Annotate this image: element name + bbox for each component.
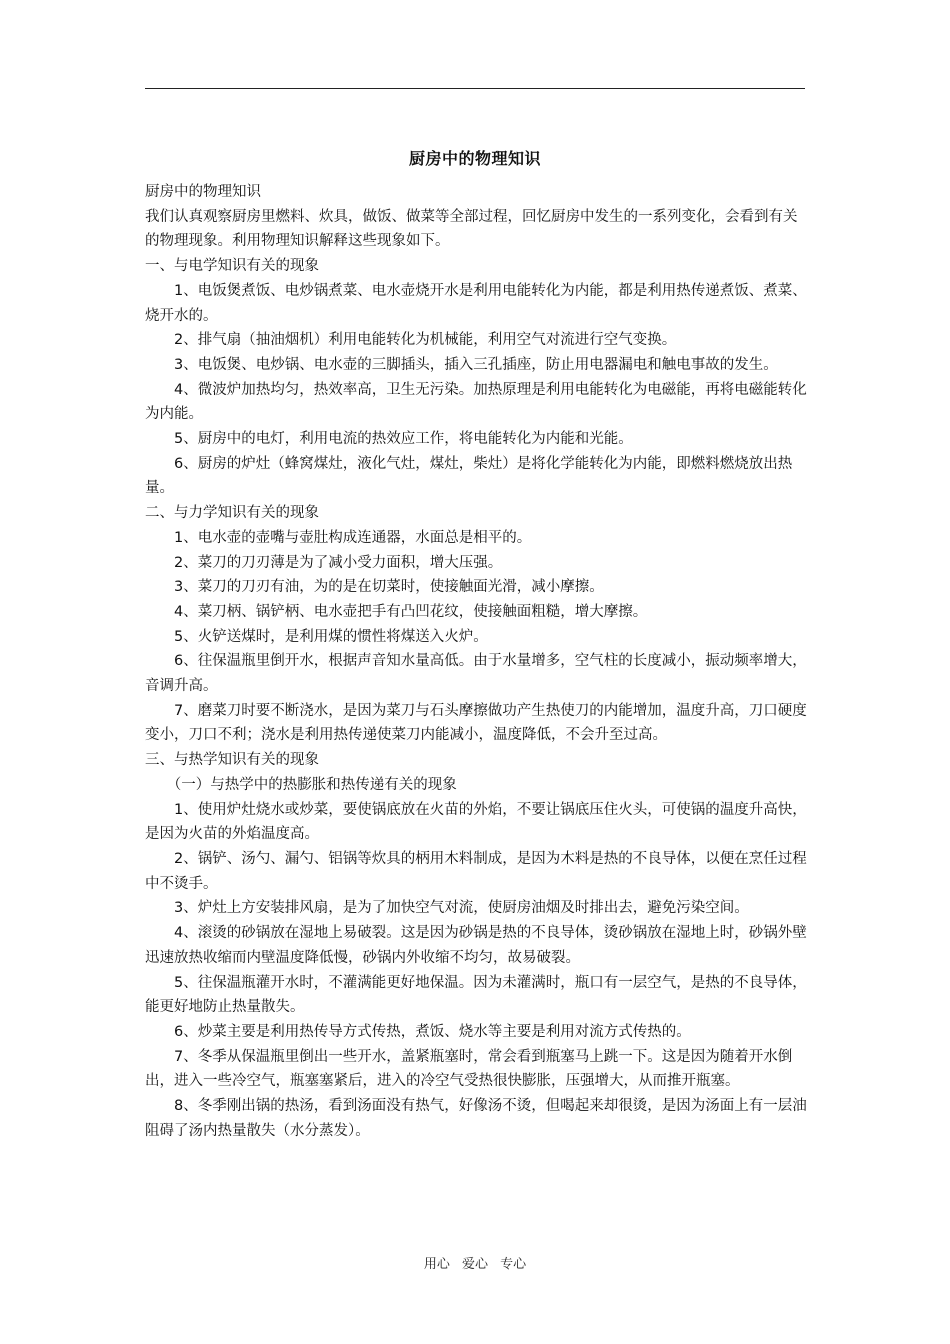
paragraph: 5、往保温瓶灌开水时，不灌满能更好地保温。因为未灌满时，瓶口有一层空气，是热的不良导体，能更好地防止热量散失。 — [145, 974, 807, 1016]
paragraph: 2、菜刀的刀刃薄是为了减小受力面积，增大压强。 — [174, 554, 503, 571]
paragraph: 3、菜刀的刀刃有油，为的是在切菜时，使接触面光滑，减小摩擦。 — [174, 579, 604, 596]
page-footer: 用心 爱心 专心 — [423, 1257, 527, 1272]
paragraph: 4、菜刀柄、锅铲柄、电水壶把手有凸凹花纹，使接触面粗糙，增大摩擦。 — [174, 603, 648, 620]
paragraph: 三、与热学知识有关的现象 — [145, 752, 319, 769]
paragraph: 7、冬季从保温瓶里倒出一些开水，盖紧瓶塞时，常会看到瓶塞马上跳一下。这是因为随着开水倒出，进入一些冷空气，瓶塞塞紧后，进入的冷空气受热很快膨胀，压强增大，从而推开瓶塞。 — [145, 1048, 793, 1090]
paragraph: 6、炒菜主要是利用热传导方式传热，煮饭、烧水等主要是利用对流方式传热的。 — [174, 1023, 691, 1040]
paragraph: 6、往保温瓶里倒开水，根据声音知水量高低。由于水量增多，空气柱的长度减小，振动频率增大，音调升高。 — [145, 653, 807, 695]
paragraph: 6、厨房的炉灶（蜂窝煤灶，液化气灶，煤灶，柴灶）是将化学能转化为内能，即燃料燃烧放出热量。 — [145, 455, 793, 497]
paragraph: 1、电水壶的壶嘴与壶肚构成连通器，水面总是相平的。 — [174, 529, 532, 546]
paragraph: 厨房中的物理知识 — [145, 184, 261, 200]
header-rule — [145, 88, 805, 89]
paragraph: 二、与力学知识有关的现象 — [145, 505, 319, 522]
paragraph: 3、炉灶上方安装排风扇，是为了加快空气对流，使厨房油烟及时排出去，避免污染空间。 — [174, 900, 749, 917]
paragraph: 1、使用炉灶烧水或炒菜，要使锅底放在火苗的外焰，不要让锅底压住火头，可使锅的温度升高快，是因为火苗的外焰温度高。 — [145, 801, 807, 843]
paragraph: 3、电饭煲、电炒锅、电水壶的三脚插头，插入三孔插座，防止用电器漏电和触电事故的发生。 — [174, 356, 778, 373]
document-title: 厨房中的物理知识 — [408, 149, 541, 168]
paragraph: 我们认真观察厨房里燃料、炊具，做饭、做菜等全部过程，回忆厨房中发生的一系列变化，会看到有关的物理现象。利用物理知识解释这些现象如下。 — [145, 208, 798, 250]
document-body — [145, 180, 810, 1143]
paragraph: （一）与热学中的热膨胀和热传递有关的现象 — [166, 776, 457, 793]
paragraph: 5、火铲送煤时，是利用煤的惯性将煤送入火炉。 — [174, 628, 488, 645]
paragraph: 一、与电学知识有关的现象 — [145, 258, 319, 275]
paragraph: 7、磨菜刀时要不断浇水，是因为菜刀与石头摩擦做功产生热使刀的内能增加，温度升高，刀口硬度变小，刀口不利；浇水是利用热传递使菜刀内能减小，温度降低，不会升至过高。 — [145, 702, 807, 744]
paragraph: 2、排气扇（抽油烟机）利用电能转化为机械能，利用空气对流进行空气变换。 — [174, 332, 677, 349]
paragraph: 4、微波炉加热均匀，热效率高，卫生无污染。加热原理是利用电能转化为电磁能，再将电磁能转化为内能。 — [145, 381, 807, 423]
paragraph: 1、电饭煲煮饭、电炒锅煮菜、电水壶烧开水是利用电能转化为内能，都是利用热传递煮饭、煮菜、烧开水的。 — [145, 282, 807, 324]
paragraph: 4、滚烫的砂锅放在湿地上易破裂。这是因为砂锅是热的不良导体，烫砂锅放在湿地上时，砂锅外壁迅速放热收缩而内壁温度降低慢，砂锅内外收缩不均匀，故易破裂。 — [145, 925, 807, 966]
paragraph: 5、厨房中的电灯，利用电流的热效应工作，将电能转化为内能和光能。 — [174, 431, 633, 448]
paragraph: 8、冬季刚出锅的热汤，看到汤面没有热气，好像汤不烫，但喝起来却很烫，是因为汤面上有一层油阻碍了汤内热量散失（水分蒸发）。 — [145, 1098, 807, 1139]
paragraph: 2、锅铲、汤勺、漏勺、铝锅等炊具的柄用木料制成，是因为木料是热的不良导体，以便在烹任过程中不烫手。 — [145, 850, 807, 892]
